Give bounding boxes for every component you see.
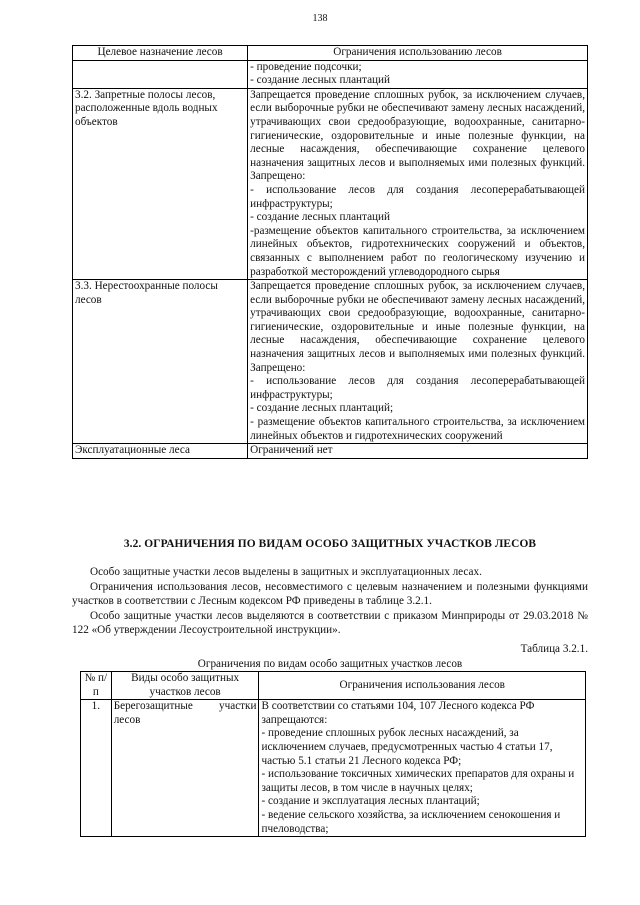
table-row: [73, 88, 588, 279]
restriction-line: - создание лесных плантаций: [250, 74, 390, 87]
header-cell-restrictions: Ограничения использования лесов: [259, 672, 586, 700]
forest-purpose-restrictions-table: [72, 45, 588, 459]
paragraph: Особо защитные участки лесов выделены в защитных и эксплуатационных лесах.: [90, 566, 482, 578]
paragraph: Особо защитные участки лесов выделяются в соответствии с приказом Минприроды от 29.03.2018 № 122 «Об утверждении Лесоустроительной инструкции».: [72, 610, 588, 637]
restriction-line: - проведение сплошных рубок лесных насаждений, за исключением случаев, предусмотренных частью 4 статьи 17, частью 5.1 статьи 21 Лесного кодекса РФ;: [261, 727, 553, 767]
restrictions-cell: [248, 280, 588, 444]
restrictions-cell: [259, 700, 586, 837]
restriction-line: - создание лесных плантаций: [250, 211, 390, 224]
header-cell-number: № п/п: [81, 672, 112, 700]
table-row: [73, 280, 588, 444]
table-label: Таблица 3.2.1.: [520, 643, 588, 655]
restriction-line: Ограничений нет: [250, 444, 333, 457]
restriction-line: - создание и эксплуатация лесных плантаций;: [261, 795, 480, 808]
restriction-line: - создание лесных плантаций;: [250, 402, 394, 415]
category-cell: 3.3. Нерестоохранные полосы лесов: [73, 280, 248, 444]
restriction-line: - использование токсичных химических препаратов для охраны и защиты лесов, в том числе в научных целях;: [261, 768, 575, 794]
restriction-line: - проведение подсочки;: [250, 60, 362, 73]
kind-cell: Берегозащитные участки лесов: [111, 700, 259, 837]
restriction-line: - использование лесов для создания лесоперерабатывающей инфраструктуры;: [250, 183, 585, 210]
restrictions-cell: [248, 60, 588, 88]
row-number-cell: 1.: [81, 700, 112, 837]
restriction-line: - размещение объектов капитального строительства, за исключением линейных объектов и гидротехнических сооружений: [250, 416, 585, 442]
page-number: 138: [312, 13, 328, 24]
table-header-row: [73, 46, 588, 61]
protective-plots-restrictions-table: [80, 671, 586, 837]
restrictions-cell: [248, 88, 588, 279]
table-caption: Ограничения по видам особо защитных участков лесов: [197, 658, 463, 670]
restriction-line: - ведение сельского хозяйства, за исключением сенокошения и пчеловодства;: [261, 808, 561, 835]
restriction-line: -размещение объектов капитального строительства, за исключением линейных объектов, гидротехнических сооружений и объектов, связанных с выполнением работ по геологическому изучению и разработкой месторождений углеводородного сырья: [250, 224, 585, 278]
paragraph: Ограничения использования лесов, несовместимого с целевым назначением и полезными функциями участков в соответствии с Лесным кодексом РФ приведены в таблице 3.2.1.: [72, 581, 588, 608]
category-cell: 3.2. Запретные полосы лесов, расположенные вдоль водных объектов: [73, 88, 248, 279]
restrictions-cell: [248, 444, 588, 459]
table-row: [81, 700, 586, 837]
category-cell: Эксплуатационные леса: [73, 444, 248, 459]
category-cell: [73, 60, 248, 88]
header-cell-kind: Виды особо защитных участков лесов: [111, 672, 259, 700]
table-row: [73, 60, 588, 88]
restriction-line: Запрещается проведение сплошных рубок, за исключением случаев, если выборочные рубки не обеспечивают замену лесных насаждений, утрачивающих свои средообразующие, водоохранные, санитарно-гигиенические, оздоровительные и иные полезные функции, на лесные насаждения, обеспечивающие сохранение целевого назначения защитных лесов и выполняемых ими полезных функций. Запрещено:: [250, 280, 585, 374]
table-row: [73, 444, 588, 459]
restriction-line: Запрещается проведение сплошных рубок, за исключением случаев, если выборочные рубки не обеспечивают замену лесных насаждений, утрачивающих свои средообразующие, водоохранные, санитарно-гигиенические, оздоровительные и иные полезные функции, на лесные насаждения, обеспечивающие сохранение целевого назначения защитных лесов и выполняемых ими полезных функций. Запрещено:: [250, 88, 585, 183]
header-cell-restrictions: Ограничения использованию лесов: [248, 46, 588, 61]
table-header-row: [81, 672, 586, 700]
restriction-line: - использование лесов для создания лесоперерабатывающей инфраструктуры;: [250, 375, 585, 401]
header-cell-purpose: Целевое назначение лесов: [73, 46, 248, 61]
section-title: 3.2. ОГРАНИЧЕНИЯ ПО ВИДАМ ОСОБО ЗАЩИТНЫХ УЧАСТКОВ ЛЕСОВ: [123, 538, 537, 550]
restriction-line: В соответствии со статьями 104, 107 Лесного кодекса РФ запрещаются:: [261, 700, 535, 726]
